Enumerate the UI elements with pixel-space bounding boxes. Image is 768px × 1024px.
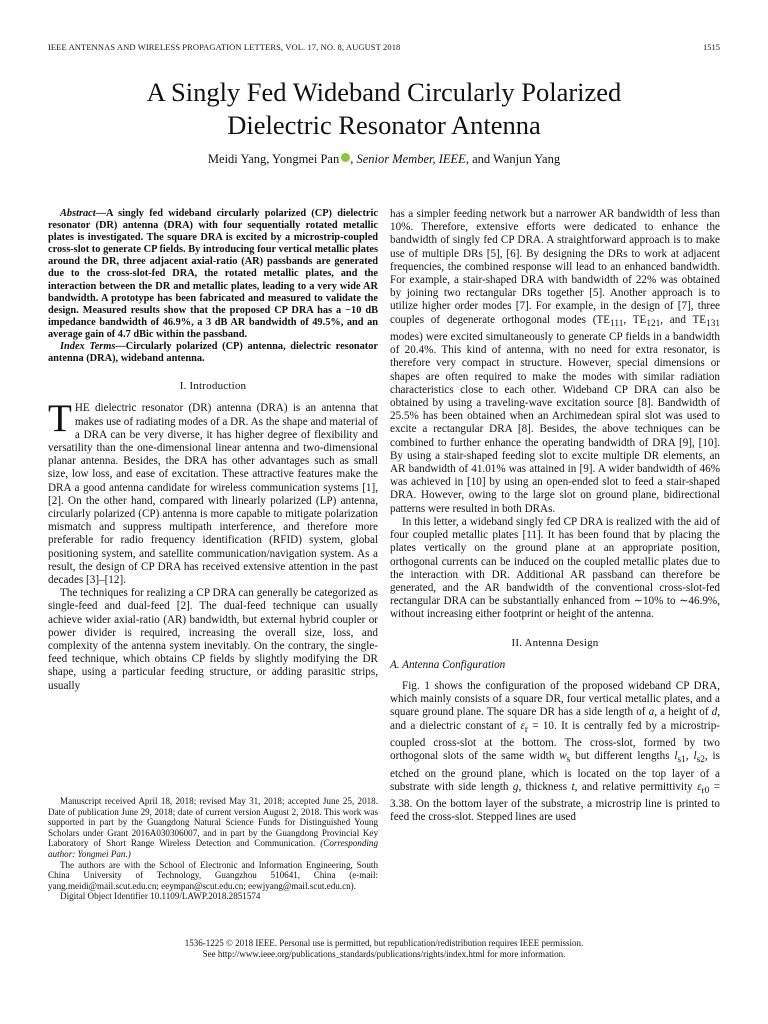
footnote-doi: Digital Object Identifier 10.1109/LAWP.2018.2851574 — [60, 891, 261, 902]
footnote-manuscript-text: Manuscript received April 18, 2018; revised May 31, 2018; accepted June 25, 2018. Date of publication June 29, 2018; date of current version August 2, 2018. This work was supported in part by the Guangdong Natural Science Funds for Distinguished Young Scholars under Grant 2016A030306007, and in part by the Guangdong Provincial Key Laboratory of Short Range Wireless Detection and Communication. — [48, 796, 378, 849]
right-column — [390, 208, 720, 825]
var-a: a — [648, 706, 655, 719]
var-eps-r0: ε — [697, 780, 702, 793]
author-membership: Senior Member, IEEE — [356, 152, 466, 166]
right-p1-part-c: , and TE — [660, 313, 707, 326]
var-ls1-sub: s1 — [677, 755, 686, 766]
p3-f: , — [685, 750, 694, 763]
running-header: IEEE ANTENNAS AND WIRELESS PROPAGATION LETTERS, VOL. 17, NO. 8, AUGUST 2018 — [48, 42, 401, 52]
copyright-line-2[interactable]: See http://www.ieee.org/publications_standards/publications/rights/index.html for more information. — [202, 949, 566, 959]
abstract — [48, 208, 378, 341]
right-paragraph-1 — [390, 208, 720, 516]
footnote — [48, 796, 378, 902]
var-ls2: l — [693, 750, 697, 763]
footnote-manuscript — [48, 796, 378, 860]
intro-paragraph-2: The techniques for realizing a CP DRA can generally be categorized as single-feed and dual-feed [2]. The dual-feed technique can usually achieve wider axial-ratio (AR) bandwidth, but external hybrid coupler or power divider is required, increasing the overall size, loss, and complexity of the antenna system inevitably. On the contrary, the single-feed technique, which obtains CP fields by slightly modifying the DR shape, using a particular feeding structure, or adding parasitic strips, usually — [48, 587, 378, 692]
right-p1-part-d: modes) were excited simultaneously to generate CP fields in a bandwidth of 20.4%. This kind of antenna, with no need for extra resonator, is therefore very compact in structure. However, special dimensions or shapes are often required to make the modes with similar radiation characteristics close to each other. Wideband CP DRA can also be obtained by using a traveling-wave excitation source [8]. Bandwidth of 25.5% has been obtained when an Archimedean spiral slot was used to excite a rectangular DRA [8]. Besides, the above techniques can be combined to further enhance the operating bandwidth of DRA [9], [10]. By using a stair-shaped feeding slot to excite multiple DR elements, an AR bandwidth of 41.01% was attained in [9]. A wider bandwidth of 46% was achieved in [10] by using an open-ended slot to feed a stair-shaped DRA. However, owing to the large slot on ground plane, bidirectional patterns were resulted in both DRAs. — [390, 331, 720, 515]
author-names-rest: , and Wanjun Yang — [465, 152, 561, 166]
p3-h: , thickness — [518, 780, 572, 793]
orcid-icon[interactable] — [341, 153, 350, 162]
author-sep: , — [350, 152, 357, 166]
paper-title — [0, 76, 768, 142]
right-p1-part-a: has a simpler feeding network but a narrower AR bandwidth of less than 10%. Therefore, extensive efforts were dedicated to enhance the bandwidth of singly fed CP DRA. A straightforward approach is to make use of multiple DRs [5], [6]. By designing the DRs to work at adjacent frequencies, the combined response will lead to an enhanced bandwidth. For example, a stair-shaped DRA with bandwidth of 22% was obtained by joining two rectangular DRs together [5]. Another approach is to utilize higher order modes [7]. For example, in the design of [7], three couples of degenerate orthogonal modes (TE — [390, 208, 720, 326]
index-terms — [48, 341, 378, 365]
var-t: t — [571, 780, 575, 793]
footnote-corresponding: (Corresponding author: Yongmei Pan.) — [48, 838, 378, 859]
left-column — [48, 208, 378, 693]
author-line — [0, 152, 768, 167]
var-ws: w — [559, 750, 567, 763]
var-g: g — [512, 780, 519, 793]
section-heading-introduction: I. Introduction — [179, 380, 247, 393]
var-eps-r0-sub: r0 — [701, 786, 710, 796]
p3-e: but different lengths — [570, 750, 675, 763]
var-eps-r-sub: r — [524, 724, 528, 735]
right-p1-part-b: , TE — [623, 313, 647, 326]
page-number: 1515 — [703, 42, 720, 52]
p3-d: = 10. It is centrally fed by a microstrip-coupled cross-slot at the bottom. The cross-slot, formed by two orthogonal slots of the same width — [390, 719, 720, 763]
index-terms-label: Index Terms — [60, 341, 116, 353]
mode-sub-3: 131 — [706, 318, 721, 329]
mode-sub-2: 121 — [646, 318, 661, 329]
abstract-text: —A singly fed wideband circularly polarized (CP) dielectric resonator (DR) antenna (DRA) with four sequentially rotated metallic plates is investigated. The square DRA is excited by a microstrip-coupled cross-slot to generate CP fields. By introducing four vertical metallic plates around the DR, three adjacent axial-ratio (AR) passbands are generated due to the cross-slot-fed DRA, the rotated metallic plates, and the interaction between the DR and metallic plates, leading to a very wide AR bandwidth. A prototype has been fabricated and measured to validate the design. Measured results show that the proposed CP DRA has a −10 dB impedance bandwidth of 46.9%, a 3 dB AR bandwidth of 49.5%, and an average gain of 4.7 dBic within the passband. — [48, 208, 378, 340]
p3-i: , and relative permittivity — [574, 780, 698, 793]
p3-b: , a height of — [654, 706, 712, 719]
right-paragraph-2: In this letter, a wideband singly fed CP DRA is realized with the aid of four coupled metallic plates [11]. It has been found that by placing the plates vertically on the ground plane at an appropriate position, orthogonal currents can be induced on the coupled metallic plates due to the interaction with DR. Additional AR passband can therefore be generated, and the AR bandwidth of the conventional cross-slot-fed rectangular DRA can be substantially enhanced from ∼10% to ∼46.9%, without increasing either footprint or height of the antenna. — [390, 515, 720, 621]
index-terms-text: —Circularly polarized (CP) antenna, dielectric resonator antenna (DRA), wideband antenna. — [48, 341, 379, 365]
subsection-heading: A. Antenna Configuration — [390, 658, 506, 671]
var-ws-sub: s — [566, 755, 571, 766]
var-ls1: l — [674, 750, 678, 763]
p3-g: , is etched on the ground plane, which is located on the top layer of a substrate with side length — [390, 750, 720, 793]
intro-p1-text: HE dielectric resonator (DR) antenna (DRA) is an antenna that makes use of radiating modes of a DR. As the shape and material of a DRA can be very diverse, it has higher degree of flexibility and versatility than the one-dimensional linear antenna and two-dimensional planar antenna. Besides, the DRA has other advantages such as small size, low loss, and ease of excitation. These attractive features make the DRA a good antenna candidate for wireless communication systems [1], [2]. On the other hand, compared with linearly polarized (LP) antenna, circularly polarized (CP) antenna is more capable to mitigate polarization mismatch and suppress multipath interference, and therefore more preferable for radio frequency identification (RFID) system, global positioning system, and satellite communication/navigation system. As a result, the design of CP DRA has received extensive attention in the past decades [3]–[12]. — [48, 402, 378, 587]
p3-c: , and a dielectric constant of — [390, 706, 720, 732]
var-eps-r: ε — [520, 719, 525, 732]
p3-a: Fig. 1 shows the configuration of the proposed wideband CP DRA, which mainly consists of a square DR, four vertical metallic plates, and a square ground plane. The square DR has a side length of — [390, 679, 720, 719]
intro-paragraph-1 — [48, 397, 378, 587]
section-heading-antenna-design: II. Antenna Design — [511, 636, 599, 649]
abstract-label: Abstract — [60, 208, 96, 219]
drop-cap: T — [48, 397, 72, 441]
copyright-line-1: 1536-1225 © 2018 IEEE. Personal use is permitted, but republication/redistribution requires IEEE permission. — [184, 938, 584, 948]
title-line-2: Dielectric Resonator Antenna — [227, 110, 541, 140]
var-d: d — [711, 706, 718, 719]
mode-sub-1: 111 — [610, 318, 624, 329]
author-names: Meidi Yang, Yongmei Pan — [207, 152, 340, 166]
right-paragraph-3 — [390, 680, 720, 825]
footnote-affiliation: The authors are with the School of Electronic and Information Engineering, South China University of Technology, Guangzhou 510641, China (e-mail: yang.meidi@mail.scut.edu.cn; eeympan@scut.edu.cn; eewjyang@mail.scut.edu.cn). — [48, 859, 378, 891]
copyright-footer — [0, 938, 768, 960]
title-line-1: A Singly Fed Wideband Circularly Polarized — [146, 77, 622, 107]
var-ls2-sub: s2 — [696, 755, 705, 766]
p3-j: = 3.38. On the bottom layer of the substrate, a microstrip line is printed to feed the cross-slot. Stepped lines are used — [390, 780, 720, 824]
